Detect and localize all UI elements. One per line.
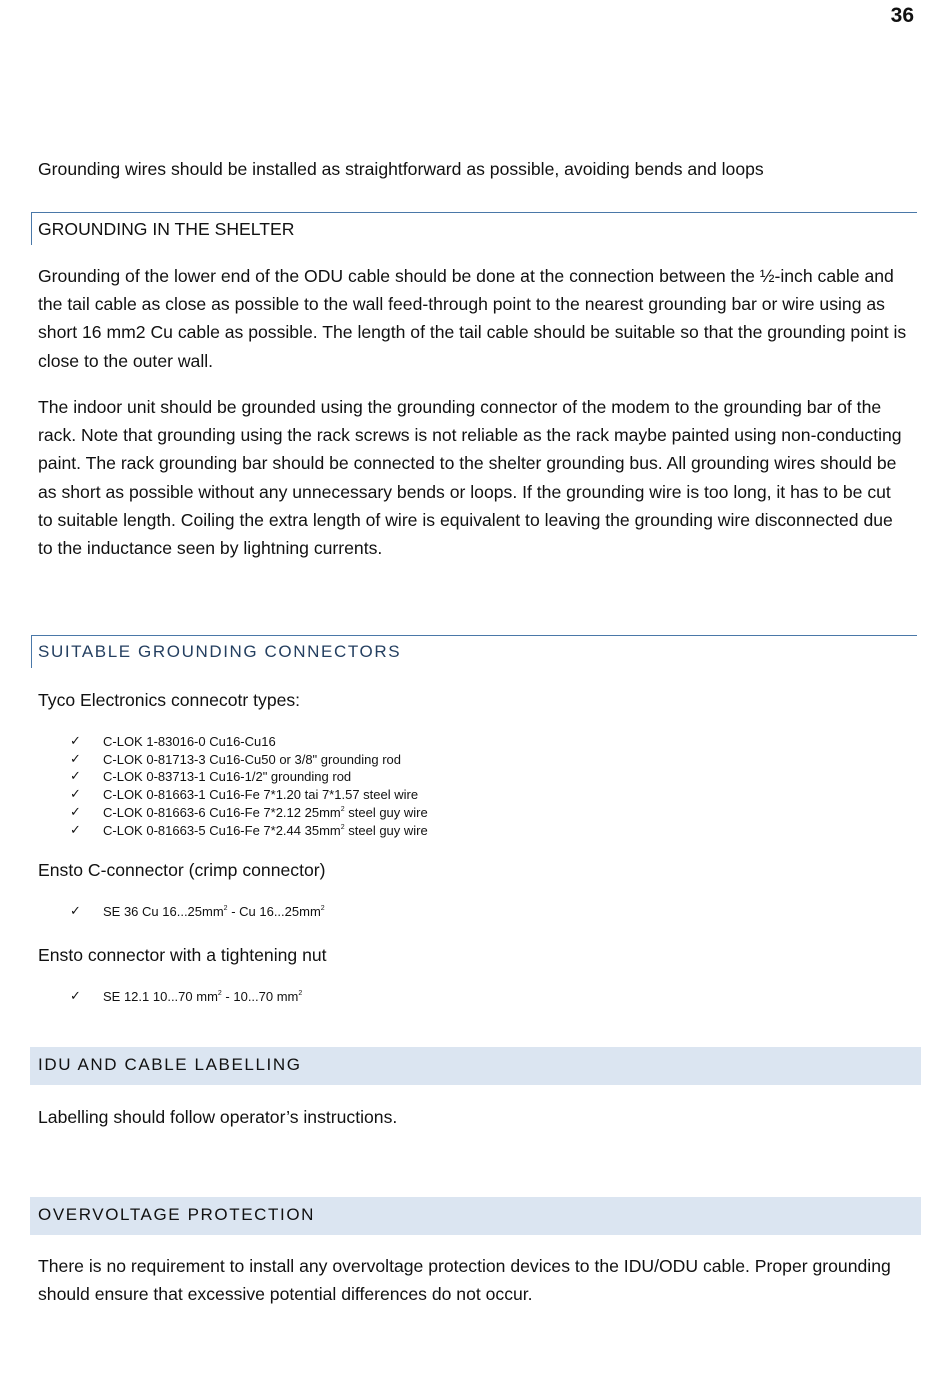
heading-suitable-grounding-connectors: [31, 635, 917, 668]
ensto-c-list: [70, 903, 325, 921]
heading-idu-cable-labelling: [30, 1047, 921, 1085]
tyco-intro: Tyco Electronics connecotr types:: [38, 690, 301, 710]
heading-text: SUITABLE GROUNDING CONNECTORS: [38, 642, 402, 661]
checkmark-icon: ✓: [70, 733, 81, 748]
heading-text: IDU AND CABLE LABELLING: [38, 1055, 302, 1074]
checkmark-icon: ✓: [70, 821, 81, 837]
ensto-c-intro: Ensto C-connector (crimp connector): [38, 860, 326, 880]
heading-grounding-in-shelter: [31, 212, 917, 245]
checkmark-icon: ✓: [70, 768, 81, 784]
checkmark-icon: ✓: [70, 786, 81, 802]
page-number: 36: [890, 4, 914, 27]
ensto-nut-list: [70, 988, 302, 1006]
list-item: ✓ SE 36 Cu $16...25mm^2$ - Cu $16...25mm^2$: [70, 903, 325, 919]
list-item: ✓ C-LOK 0-81663-1 Cu16-Fe 7*1.20 tai 7*1.57 steel wire: [70, 786, 419, 803]
intro-paragraph: Grounding wires should be installed as straightforward as possible, avoiding bends and loops: [38, 159, 764, 179]
checkmark-icon: ✓: [70, 903, 81, 918]
heading-overvoltage-protection: [30, 1197, 921, 1235]
checkmark-icon: ✓: [70, 750, 81, 766]
checkmark-icon: ✓: [70, 803, 81, 819]
list-item: ✓ C-LOK 1-83016-0 Cu16-Cu16: [70, 733, 276, 749]
list-item: ✓ C-LOK 0-81663-6 Cu16-Fe 7*2.12 $25mm^2$ steel guy wire: [70, 803, 428, 820]
heading-text: OVERVOLTAGE PROTECTION: [38, 1205, 316, 1224]
list-item: ✓ C-LOK 0-81713-3 Cu16-Cu50 or 3/8" grounding rod: [70, 750, 402, 767]
overvoltage-paragraph: There is no requirement to install any overvoltage protection devices to the IDU/ODU cable. Proper grounding should ensure that excessive potential differences do not occur.: [38, 1256, 891, 1305]
shelter-paragraph-2: The indoor unit should be grounded using the grounding connector of the modem to the grounding bar of the rack. Note that grounding using the rack screws is not reliable as the rack maybe painted using non-conducting paint. The rack grounding bar should be connected to the shelter grounding bus. All grounding wires should be as short as possible without any unnecessary bends or loops. If the grounding wire is too long, it has to be cut to suitable length. Coiling the extra length of wire is equivalent to leaving the grounding wire disconnected due to the inductance seen by lightning currents.: [38, 397, 902, 559]
list-item: ✓ C-LOK 0-81663-5 Cu16-Fe 7*2.44 $35mm^2$ steel guy wire: [70, 821, 428, 838]
tyco-connector-list: [70, 733, 428, 839]
heading-text: GROUNDING IN THE SHELTER: [38, 219, 295, 239]
ensto-nut-intro: Ensto connector with a tightening nut: [38, 945, 327, 965]
labelling-paragraph: Labelling should follow operator’s instructions.: [38, 1107, 398, 1127]
list-item: ✓ SE 12.1 10...70 $mm^2 - 10...70$ $mm^2$: [70, 988, 303, 1004]
shelter-paragraph-1: Grounding of the lower end of the ODU cable should be done at the connection between the ½-inch cable and the tail cable as close as possible to the wall feed-through point to the nearest grounding bar or wire using as short 16 mm2 Cu cable as possible. The length of the tail cable should be suitable so that the grounding point is close to the outer wall.: [38, 266, 907, 371]
list-item: ✓ C-LOK 0-83713-1 Cu16-1/2" grounding rod: [70, 768, 352, 785]
checkmark-icon: ✓: [70, 988, 81, 1003]
